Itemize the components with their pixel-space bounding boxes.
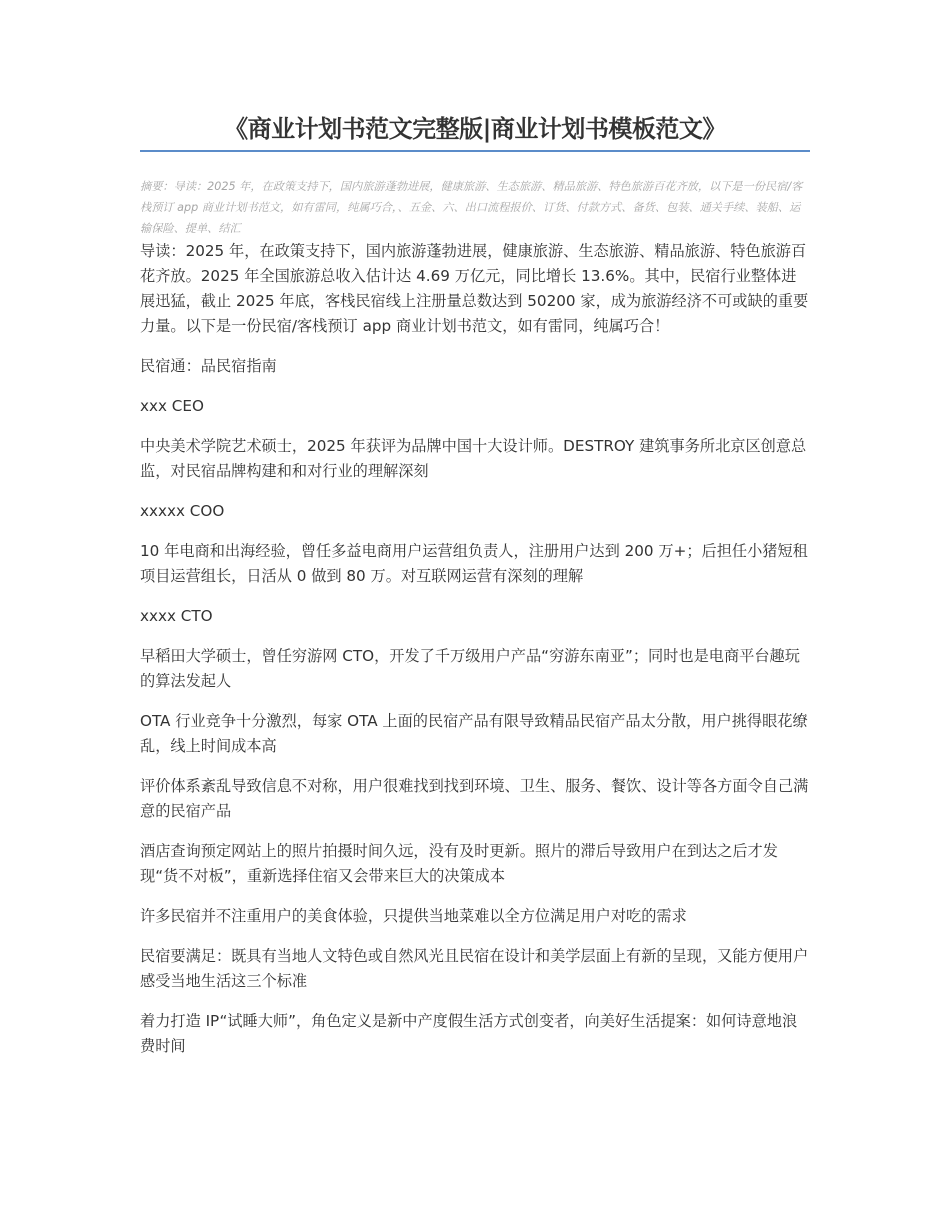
title-underline [140, 150, 810, 152]
paragraph-product-name: 民宿通：品民宿指南 [140, 357, 277, 375]
paragraph-cto-bio: 早稻田大学硕士，曾任穷游网 CTO，开发了千万级用户产品“穷游东南亚”；同时也是电商平台趣玩的算法发起人 [140, 647, 800, 690]
document-abstract: 摘要：导读：2025 年，在政策支持下，国内旅游蓬勃进展，健康旅游、生态旅游、精品旅游、特色旅游百花齐放，以下是一份民宿/客栈预订 app 商业计划书范文，如有雷同，纯属巧合，、五金、六、出口流程报价、订货、付款方式、备货、包装、通关手续、装船、运输保险、提单、结汇 [140, 180, 803, 235]
document-body [140, 239, 810, 1059]
paragraph-ceo-bio: 中央美术学院艺术硕士，2025 年获评为品牌中国十大设计师。DESTROY 建筑事务所北京区创意总监，对民宿品牌构建和和对行业的理解深刻 [140, 437, 807, 480]
paragraph-intro: 导读：2025 年，在政策支持下，国内旅游蓬勃进展，健康旅游、生态旅游、精品旅游、特色旅游百花齐放。2025 年全国旅游总收入估计达 4.69 万亿元，同比增长 13.6%。其中，民宿行业整体进展迅猛，截止 2025 年底，客栈民宿线上注册量总数达到 50200 家，成为旅游经济不可或缺的重要力量。以下是一份民宿/客栈预订 app 商业计划书范文，如有雷同，纯属巧合！ [140, 242, 809, 335]
paragraph-pain-point-food: 许多民宿并不注重用户的美食体验，只提供当地菜难以全方位满足用户对吃的需求 [140, 907, 687, 925]
paragraph-ip-strategy: 着力打造 IP“试睡大师”，角色定义是新中产度假生活方式创变者，向美好生活提案：如何诗意地浪费时间 [140, 1012, 798, 1055]
paragraph-pain-point-ota: OTA 行业竞争十分激烈，每家 OTA 上面的民宿产品有限导致精品民宿产品太分散，用户挑得眼花缭乱，线上时间成本高 [140, 712, 808, 755]
paragraph-cto-heading: xxxx CTO [140, 607, 213, 625]
document-page [140, 112, 810, 1074]
paragraph-pain-point-reviews: 评价体系紊乱导致信息不对称，用户很难找到找到环境、卫生、服务、餐饮、设计等各方面令自己满意的民宿产品 [140, 777, 809, 820]
paragraph-ceo-heading: xxx CEO [140, 397, 204, 415]
paragraph-pain-point-photos: 酒店查询预定网站上的照片拍摄时间久远，没有及时更新。照片的滞后导致用户在到达之后才发现“货不对板”，重新选择住宿又会带来巨大的决策成本 [140, 842, 778, 885]
document-title: 《商业计划书范文完整版|商业计划书模板范文》 [224, 115, 726, 143]
paragraph-coo-bio: 10 年电商和出海经验，曾任多益电商用户运营组负责人，注册用户达到 200 万+；后担任小猪短租项目运营组长，日活从 0 做到 80 万。对互联网运营有深刻的理解 [140, 542, 808, 585]
paragraph-coo-heading: xxxxx COO [140, 502, 225, 520]
paragraph-standards: 民宿要满足：既具有当地人文特色或自然风光且民宿在设计和美学层面上有新的呈现，又能方便用户感受当地生活这三个标准 [140, 947, 809, 990]
